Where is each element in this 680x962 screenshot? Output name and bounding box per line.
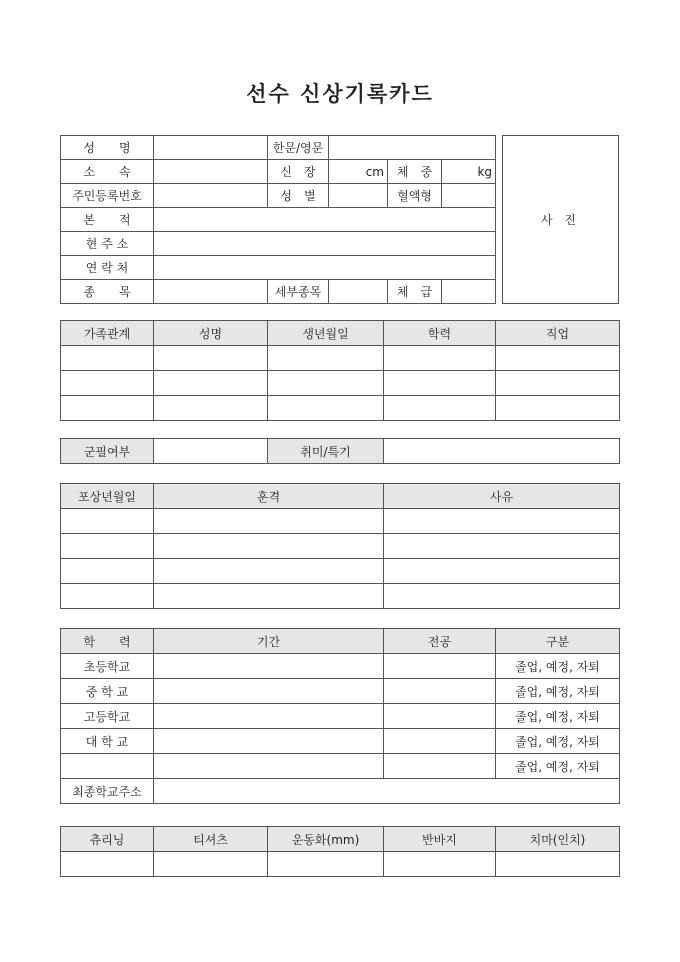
blood-type-field[interactable]	[442, 184, 496, 208]
page-title: 선수 신상기록카드	[246, 81, 434, 106]
military-label: 군필여부	[61, 439, 154, 464]
education-table	[60, 628, 620, 804]
name-label: 성 명	[61, 136, 154, 160]
family-table	[60, 320, 620, 421]
family-header-name: 성명	[154, 321, 268, 346]
sub-event-label: 세부종목	[268, 280, 329, 304]
affiliation-label: 소 속	[61, 160, 154, 184]
domicile-field[interactable]	[154, 208, 496, 232]
awards-table	[60, 483, 620, 609]
uniform-header-shorts: 반바지	[384, 827, 496, 852]
uniform-header-tshirt: 티셔츠	[154, 827, 268, 852]
table-row	[61, 371, 620, 396]
hobby-label: 취미/특기	[268, 439, 384, 464]
edu-header-status: 구분	[496, 629, 620, 654]
family-header-relation: 가족관계	[61, 321, 154, 346]
table-row	[61, 679, 620, 704]
final-school-address-label: 최종학교주소	[61, 779, 154, 804]
resident-no-field[interactable]	[154, 184, 268, 208]
edu-school: 중 학 교	[61, 679, 154, 704]
event-label: 종 목	[61, 280, 154, 304]
table-row	[61, 346, 620, 371]
photo-box[interactable]	[502, 135, 619, 304]
uniform-header-skirt: 치마(인치)	[496, 827, 620, 852]
family-header-birth: 생년월일	[268, 321, 384, 346]
edu-status[interactable]: 졸업, 예정, 자퇴	[496, 754, 620, 779]
table-row	[61, 754, 620, 779]
gender-label: 성 별	[268, 184, 329, 208]
edu-school: 대 학 교	[61, 729, 154, 754]
table-row	[61, 654, 620, 679]
military-field[interactable]	[154, 439, 268, 464]
contact-field[interactable]	[154, 256, 496, 280]
height-unit: cm	[365, 164, 384, 179]
height-field[interactable]	[329, 160, 388, 184]
edu-school[interactable]	[61, 754, 154, 779]
name-field[interactable]	[154, 136, 268, 160]
edu-status[interactable]: 졸업, 예정, 자퇴	[496, 729, 620, 754]
table-row	[61, 559, 620, 584]
weight-field[interactable]	[442, 160, 496, 184]
resident-no-label: 주민등록번호	[61, 184, 154, 208]
uniform-header-training: 츄리닝	[61, 827, 154, 852]
gender-field[interactable]	[329, 184, 388, 208]
edu-status[interactable]: 졸업, 예정, 자퇴	[496, 654, 620, 679]
table-row	[61, 534, 620, 559]
awards-header-reason: 사유	[384, 484, 620, 509]
edu-header-major: 전공	[384, 629, 496, 654]
table-row	[61, 396, 620, 421]
awards-header-rank: 훈격	[154, 484, 384, 509]
edu-header-period: 기간	[154, 629, 384, 654]
edu-status[interactable]: 졸업, 예정, 자퇴	[496, 679, 620, 704]
weight-class-field[interactable]	[442, 280, 496, 304]
address-field[interactable]	[154, 232, 496, 256]
table-row	[61, 584, 620, 609]
table-row	[61, 509, 620, 534]
personal-info-table	[60, 135, 496, 304]
military-table	[60, 438, 620, 464]
table-row	[61, 729, 620, 754]
final-school-address-field[interactable]	[154, 779, 620, 804]
height-label: 신 장	[268, 160, 329, 184]
weight-class-label: 체 급	[388, 280, 442, 304]
family-header-job: 직업	[496, 321, 620, 346]
event-field[interactable]	[154, 280, 268, 304]
uniform-table	[60, 826, 620, 877]
domicile-label: 본 적	[61, 208, 154, 232]
name-en-label: 한문/영문	[268, 136, 329, 160]
contact-label: 연 락 처	[61, 256, 154, 280]
table-row	[61, 704, 620, 729]
table-row	[61, 852, 620, 877]
family-header-education: 학력	[384, 321, 496, 346]
weight-label: 체 중	[388, 160, 442, 184]
edu-status[interactable]: 졸업, 예정, 자퇴	[496, 704, 620, 729]
uniform-header-shoes: 운동화(mm)	[268, 827, 384, 852]
name-en-field[interactable]	[329, 136, 496, 160]
edu-school: 초등학교	[61, 654, 154, 679]
address-label: 현 주 소	[61, 232, 154, 256]
photo-label: 사 진	[541, 213, 580, 227]
edu-school: 고등학교	[61, 704, 154, 729]
blood-type-label: 혈액형	[388, 184, 442, 208]
affiliation-field[interactable]	[154, 160, 268, 184]
weight-unit: kg	[477, 164, 493, 179]
sub-event-field[interactable]	[329, 280, 388, 304]
awards-header-date: 포상년월일	[61, 484, 154, 509]
edu-header-level: 학 력	[61, 629, 154, 654]
hobby-field[interactable]	[384, 439, 620, 464]
